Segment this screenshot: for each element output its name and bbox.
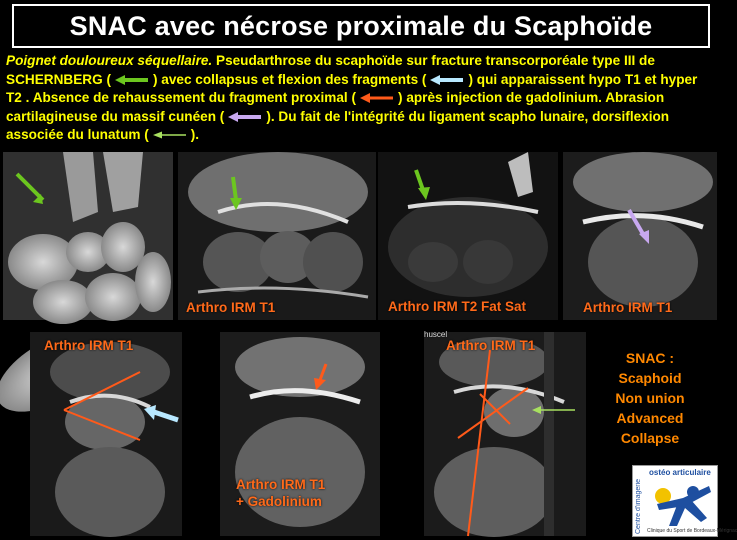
mri-gadolinium-panel [220, 332, 380, 536]
description-part-5: ). Du fait de l'intégrité du ligament scapho lunaire, dorsiflexion associée du lunatum ( [6, 108, 670, 142]
label-arthro-t2-fatsat: Arthro IRM T2 Fat Sat [388, 299, 527, 314]
image-marker-text: huscel [424, 330, 448, 339]
orange-arrow-icon [360, 93, 394, 103]
description-part-4: ) après injection de gadolinium. Abrasion cartilagineuse du massif cunéen ( [6, 90, 665, 124]
snac-line-2: Scaphoid [618, 370, 682, 386]
mri-coronal-t1-image [178, 152, 376, 320]
description-intro: Poignet douloureux séquellaire. [6, 53, 213, 68]
snac-line-4: Advanced [616, 410, 684, 426]
label-arthro-t1-gado-2: + Gadolinium [236, 494, 322, 509]
description-part-1: Pseudarthrose du scaphoïde sur fracture transcorporéale type III de SCHERNBERG ( [6, 53, 655, 87]
mri-sagittal-cross-panel [424, 332, 586, 536]
lavender-arrow-icon [228, 112, 262, 122]
description-paragraph [6, 52, 716, 145]
title-frame [12, 4, 710, 48]
logo-top-text: ostéo articulaire [649, 468, 711, 477]
label-arthro-t1-a: Arthro IRM T1 [186, 300, 276, 315]
snac-line-3: Non union [615, 390, 685, 406]
mri-sagittal-cross-image [424, 332, 586, 536]
xray-panel [3, 152, 173, 320]
description-part-6: ). [190, 127, 200, 142]
mri-t2-fatsat-image [378, 152, 558, 320]
xray-image [3, 152, 173, 320]
mri-t2-fatsat-panel [378, 152, 558, 320]
snac-line-1: SNAC : [625, 350, 675, 366]
mri-sagittal-t1-panel [563, 152, 717, 320]
logo-bottom-text: Clinique du Sport de Bordeaux-Mérignac [647, 528, 737, 534]
label-arthro-t1-c: Arthro IRM T1 [44, 338, 134, 353]
light-blue-arrow-icon [430, 75, 464, 85]
mri-sagittal-t1-image [563, 152, 717, 320]
label-arthro-t1-gado-1: Arthro IRM T1 [236, 477, 326, 492]
logo-side-text: Centre d'imagerie [635, 478, 642, 534]
description-part-3: ) qui apparaissent hypo T1 et hyper T2 . Absence de rehaussement du fragment proximal ( [6, 71, 698, 105]
description-part-2: ) avec collapsus et flexion des fragments ( [152, 71, 427, 87]
page-title: SNAC avec nécrose proximale du Scaphoïde [69, 10, 653, 41]
label-arthro-t1-b: Arthro IRM T1 [583, 300, 673, 315]
mri-sagittal-angle-panel [30, 332, 182, 536]
thin-green-pointer-icon [532, 404, 576, 416]
snac-line-5: Collapse [620, 430, 680, 446]
label-arthro-t1-d: Arthro IRM T1 [446, 338, 536, 353]
logo-figure-icon [649, 478, 717, 528]
snac-definition [592, 348, 708, 448]
thin-green-arrow-icon [153, 130, 187, 140]
mri-sagittal-angle-image [30, 332, 182, 536]
mri-coronal-t1-panel [178, 152, 376, 320]
green-arrow-icon [115, 75, 149, 85]
clinic-logo [632, 465, 737, 537]
